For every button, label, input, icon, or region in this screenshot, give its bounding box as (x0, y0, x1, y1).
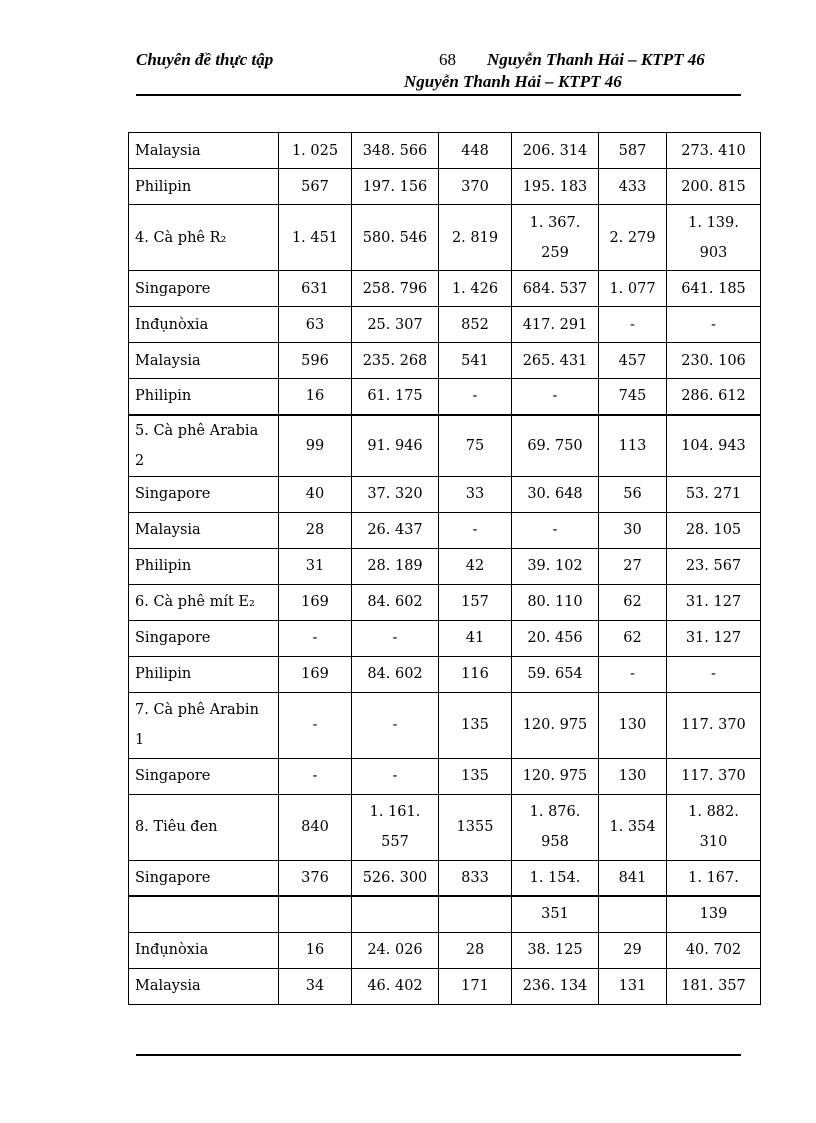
value-cell: 433 (599, 169, 667, 205)
value-cell: 181. 357 (667, 968, 761, 1004)
value-cell: 236. 134 (512, 968, 599, 1004)
value-cell: 1. 354 (599, 794, 667, 860)
table-row (129, 415, 761, 477)
value-cell: - (599, 656, 667, 692)
value-cell: 53. 271 (667, 476, 761, 512)
value-cell: 1. 451 (279, 205, 352, 271)
value-cell (599, 896, 667, 932)
value-cell: 1. 161. 557 (352, 794, 439, 860)
value-cell: 197. 156 (352, 169, 439, 205)
value-cell: 567 (279, 169, 352, 205)
value-cell: 116 (439, 656, 512, 692)
value-cell: 38. 125 (512, 932, 599, 968)
value-cell: 376 (279, 860, 352, 896)
value-cell: 26. 437 (352, 512, 439, 548)
value-cell: 28. 189 (352, 548, 439, 584)
row-label-cell: Singapore (129, 620, 279, 656)
value-cell: 417. 291 (512, 307, 599, 343)
table-row (129, 758, 761, 794)
value-cell: - (512, 379, 599, 415)
value-cell: 580. 546 (352, 205, 439, 271)
row-label-cell: Malaysia (129, 343, 279, 379)
header-title: Chuyên đề thực tập (136, 50, 274, 69)
value-cell: 42 (439, 548, 512, 584)
value-cell: 135 (439, 758, 512, 794)
value-cell: 195. 183 (512, 169, 599, 205)
row-label-cell: 6. Cà phê mít E₂ (129, 584, 279, 620)
header-author-repeat: Nguyễn Thanh Hải – KTPT 46 (404, 72, 622, 91)
value-cell: 56 (599, 476, 667, 512)
table-row (129, 133, 761, 169)
value-cell: 69. 750 (512, 415, 599, 477)
footer-rule (136, 1054, 741, 1056)
value-cell: 587 (599, 133, 667, 169)
value-cell: 31. 127 (667, 584, 761, 620)
row-label-cell: Philipin (129, 379, 279, 415)
row-label-cell: Malaysia (129, 133, 279, 169)
table-row (129, 307, 761, 343)
value-cell: 61. 175 (352, 379, 439, 415)
value-cell: - (667, 656, 761, 692)
value-cell: 120. 975 (512, 758, 599, 794)
value-cell: - (667, 307, 761, 343)
value-cell: 841 (599, 860, 667, 896)
value-cell: 28 (279, 512, 352, 548)
row-label-cell: 7. Cà phê Arabin 1 (129, 692, 279, 758)
value-cell: 348. 566 (352, 133, 439, 169)
header-rule (136, 94, 741, 96)
value-cell: 1355 (439, 794, 512, 860)
row-label-cell: Inđụnòxia (129, 932, 279, 968)
export-table-body (129, 133, 761, 1005)
value-cell: 641. 185 (667, 271, 761, 307)
table-row (129, 896, 761, 932)
value-cell: 457 (599, 343, 667, 379)
row-label-cell: Singapore (129, 758, 279, 794)
value-cell: - (599, 307, 667, 343)
value-cell: 2. 819 (439, 205, 512, 271)
row-label-cell: Philipin (129, 656, 279, 692)
table-row (129, 205, 761, 271)
value-cell: 59. 654 (512, 656, 599, 692)
value-cell: 130 (599, 692, 667, 758)
value-cell: 75 (439, 415, 512, 477)
value-cell: - (352, 620, 439, 656)
value-cell: 235. 268 (352, 343, 439, 379)
value-cell: 20. 456 (512, 620, 599, 656)
value-cell: 1. 167. (667, 860, 761, 896)
value-cell: 171 (439, 968, 512, 1004)
value-cell: 135 (439, 692, 512, 758)
header-author: Nguyễn Thanh Hải – KTPT 46 (487, 50, 705, 69)
value-cell: - (512, 512, 599, 548)
value-cell: 28 (439, 932, 512, 968)
table-row (129, 169, 761, 205)
row-label-cell: 5. Cà phê Arabia 2 (129, 415, 279, 477)
row-label-cell: Malaysia (129, 512, 279, 548)
value-cell: 157 (439, 584, 512, 620)
value-cell: 169 (279, 656, 352, 692)
table-row (129, 379, 761, 415)
value-cell: 200. 815 (667, 169, 761, 205)
value-cell: 833 (439, 860, 512, 896)
value-cell: - (279, 620, 352, 656)
value-cell: 1. 154. (512, 860, 599, 896)
value-cell: 1. 077 (599, 271, 667, 307)
value-cell: 117. 370 (667, 692, 761, 758)
value-cell: 370 (439, 169, 512, 205)
row-label-cell: Philipin (129, 169, 279, 205)
value-cell: 351 (512, 896, 599, 932)
value-cell: 139 (667, 896, 761, 932)
value-cell: 23. 567 (667, 548, 761, 584)
table-row (129, 584, 761, 620)
value-cell: 27 (599, 548, 667, 584)
value-cell: - (439, 379, 512, 415)
value-cell: 37. 320 (352, 476, 439, 512)
export-table (128, 132, 761, 1005)
value-cell: 1. 139. 903 (667, 205, 761, 271)
value-cell: 130 (599, 758, 667, 794)
value-cell: 25. 307 (352, 307, 439, 343)
value-cell: 2. 279 (599, 205, 667, 271)
table-row (129, 548, 761, 584)
value-cell (279, 896, 352, 932)
row-label-cell: Singapore (129, 860, 279, 896)
table-row (129, 271, 761, 307)
value-cell: 63 (279, 307, 352, 343)
table-row (129, 932, 761, 968)
value-cell: 631 (279, 271, 352, 307)
table-row (129, 656, 761, 692)
table-row (129, 620, 761, 656)
table-row (129, 512, 761, 548)
value-cell: 30. 648 (512, 476, 599, 512)
row-label-cell: Singapore (129, 476, 279, 512)
value-cell: - (352, 692, 439, 758)
value-cell: 1. 025 (279, 133, 352, 169)
value-cell: 16 (279, 379, 352, 415)
value-cell: 30 (599, 512, 667, 548)
value-cell: 526. 300 (352, 860, 439, 896)
table-row (129, 860, 761, 896)
value-cell: 117. 370 (667, 758, 761, 794)
value-cell: 62 (599, 620, 667, 656)
value-cell: 230. 106 (667, 343, 761, 379)
table-row (129, 476, 761, 512)
value-cell: 84. 602 (352, 656, 439, 692)
value-cell: 28. 105 (667, 512, 761, 548)
value-cell: 1. 882. 310 (667, 794, 761, 860)
value-cell (352, 896, 439, 932)
row-label-cell: Singapore (129, 271, 279, 307)
row-label-cell (129, 896, 279, 932)
table-row (129, 692, 761, 758)
value-cell: 39. 102 (512, 548, 599, 584)
value-cell: 286. 612 (667, 379, 761, 415)
value-cell: - (279, 692, 352, 758)
value-cell: 852 (439, 307, 512, 343)
value-cell: 1. 426 (439, 271, 512, 307)
row-label-cell: Philipin (129, 548, 279, 584)
value-cell: 99 (279, 415, 352, 477)
value-cell: 104. 943 (667, 415, 761, 477)
row-label-cell: 8. Tiêu đen (129, 794, 279, 860)
value-cell: 265. 431 (512, 343, 599, 379)
value-cell: 596 (279, 343, 352, 379)
row-label-cell: Inđụnòxia (129, 307, 279, 343)
value-cell: 258. 796 (352, 271, 439, 307)
value-cell: 120. 975 (512, 692, 599, 758)
value-cell: 16 (279, 932, 352, 968)
value-cell: 206. 314 (512, 133, 599, 169)
value-cell: 91. 946 (352, 415, 439, 477)
value-cell: 40. 702 (667, 932, 761, 968)
value-cell: 1. 367. 259 (512, 205, 599, 271)
value-cell: 448 (439, 133, 512, 169)
value-cell: 29 (599, 932, 667, 968)
page-number: 68 (439, 50, 456, 69)
value-cell: 33 (439, 476, 512, 512)
value-cell: 84. 602 (352, 584, 439, 620)
value-cell (439, 896, 512, 932)
value-cell: 62 (599, 584, 667, 620)
value-cell: 41 (439, 620, 512, 656)
row-label-cell: Malaysia (129, 968, 279, 1004)
value-cell: 684. 537 (512, 271, 599, 307)
value-cell: - (279, 758, 352, 794)
value-cell: 80. 110 (512, 584, 599, 620)
table-row (129, 968, 761, 1004)
table-row (129, 343, 761, 379)
value-cell: 24. 026 (352, 932, 439, 968)
value-cell: - (439, 512, 512, 548)
table-row (129, 794, 761, 860)
value-cell: 273. 410 (667, 133, 761, 169)
value-cell: 1. 876. 958 (512, 794, 599, 860)
value-cell: 113 (599, 415, 667, 477)
value-cell: 46. 402 (352, 968, 439, 1004)
value-cell: 745 (599, 379, 667, 415)
value-cell: 840 (279, 794, 352, 860)
value-cell: 34 (279, 968, 352, 1004)
value-cell: 169 (279, 584, 352, 620)
value-cell: 131 (599, 968, 667, 1004)
value-cell: 40 (279, 476, 352, 512)
row-label-cell: 4. Cà phê R₂ (129, 205, 279, 271)
value-cell: - (352, 758, 439, 794)
value-cell: 541 (439, 343, 512, 379)
value-cell: 31. 127 (667, 620, 761, 656)
value-cell: 31 (279, 548, 352, 584)
